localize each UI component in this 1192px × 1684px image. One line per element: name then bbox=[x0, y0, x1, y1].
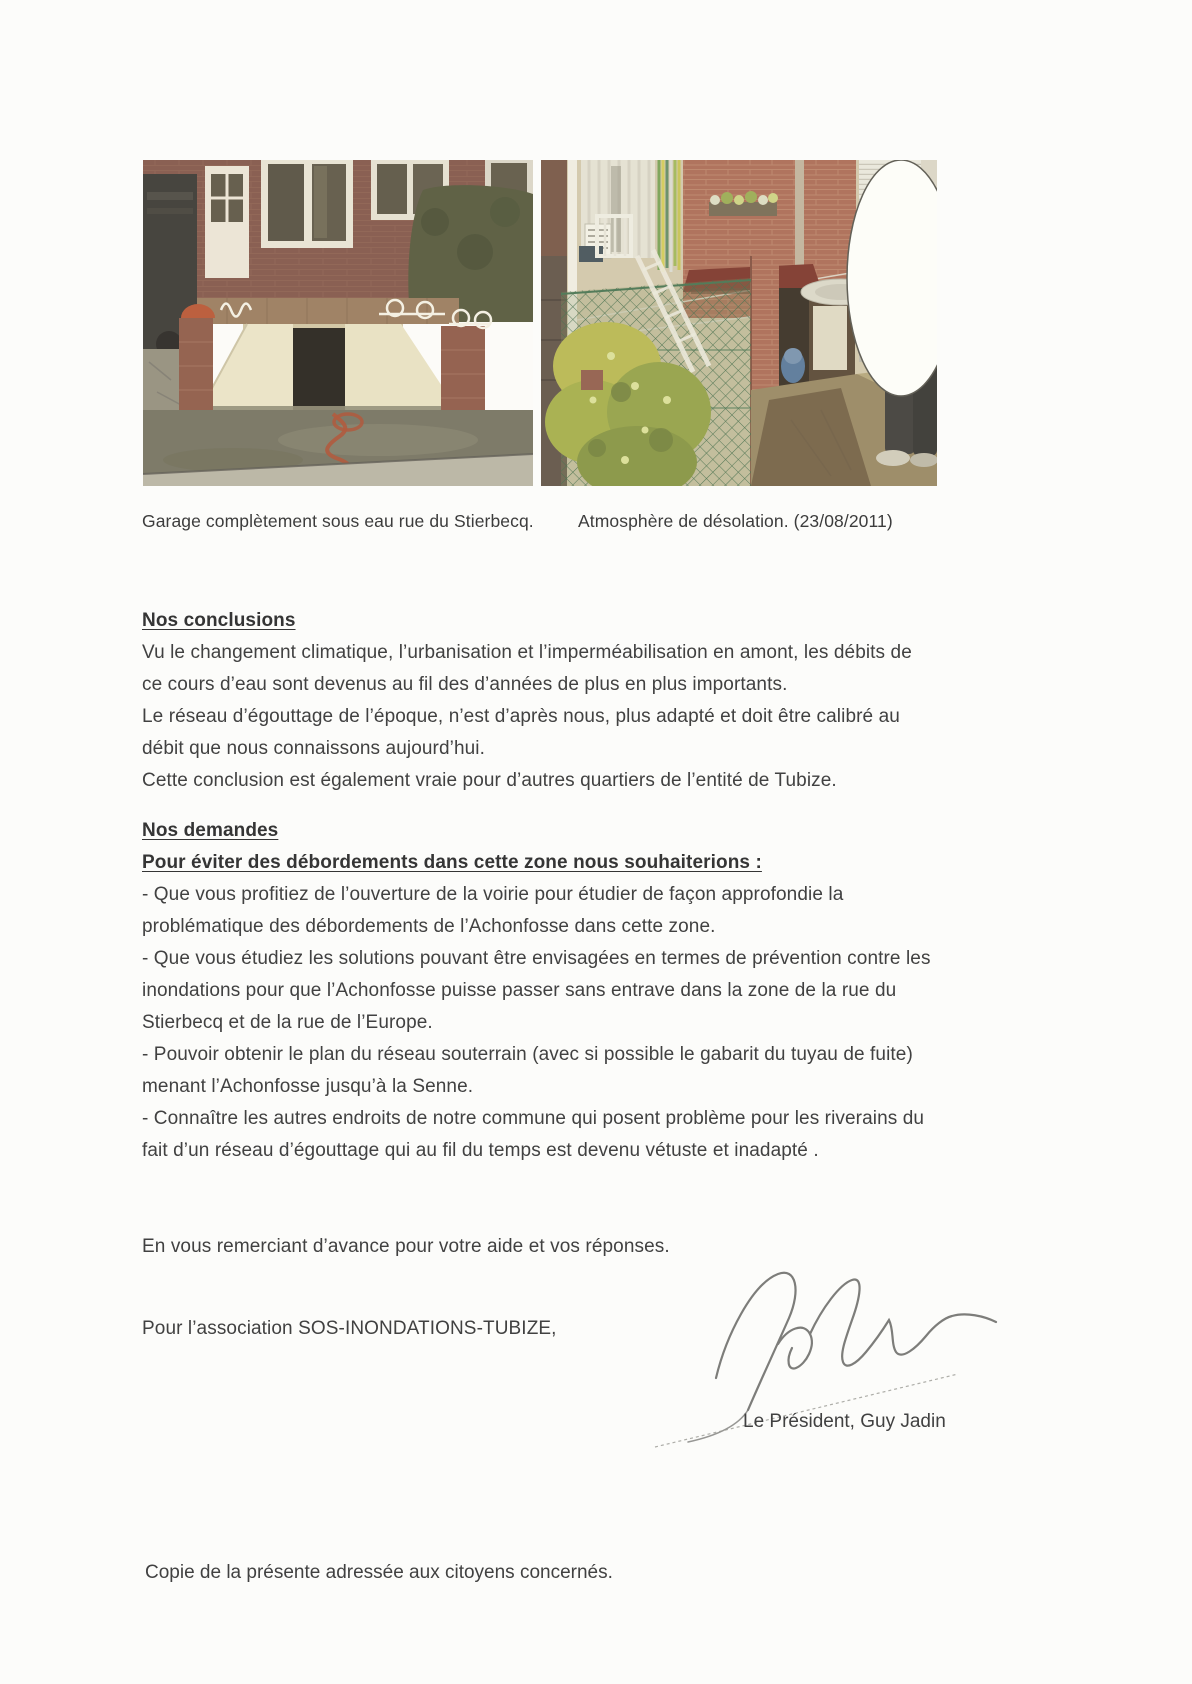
conclusions-line: ce cours d’eau sont devenus au fil des d’années de plus en plus importants. bbox=[142, 674, 788, 695]
demandes-line: - Que vous étudiez les solutions pouvant être envisagées en termes de prévention contre les bbox=[142, 948, 931, 969]
conclusions-line: Le réseau d’égouttage de l’époque, n’est d’après nous, plus adapté et doit être calibré au bbox=[142, 706, 900, 727]
conclusions-line: Vu le changement climatique, l’urbanisation et l’imperméabilisation en amont, les débits de bbox=[142, 642, 912, 663]
photo-caption-left: Garage complètement sous eau rue du Stierbecq. bbox=[142, 511, 534, 531]
desolation-illustration bbox=[541, 160, 937, 486]
copy-note: Copie de la présente adressée aux citoyens concernés. bbox=[145, 1562, 613, 1583]
demandes-line: menant l’Achonfosse jusqu’à la Senne. bbox=[142, 1076, 474, 1097]
demandes-line: inondations pour que l’Achonfosse puisse passer sans entrave dans la zone de la rue du bbox=[142, 980, 897, 1001]
conclusions-heading: Nos conclusions bbox=[142, 610, 296, 631]
demandes-line: Stierbecq et de la rue de l’Europe. bbox=[142, 1012, 433, 1033]
demandes-line: fait d’un réseau d’égouttage qui au fil du temps est devenu vétuste et inadapté . bbox=[142, 1140, 819, 1161]
demandes-line: - Connaître les autres endroits de notre commune qui posent problème pour les riverains du bbox=[142, 1108, 925, 1129]
flood-garage-photo bbox=[143, 160, 533, 486]
conclusions-line: débit que nous connaissons aujourd’hui. bbox=[142, 738, 485, 759]
flood-garage-illustration bbox=[143, 160, 533, 486]
demandes-line: - Que vous profitiez de l’ouverture de la voirie pour étudier de façon approfondie la bbox=[142, 884, 844, 905]
demandes-subheading: Pour éviter des débordements dans cette zone nous souhaiterions : bbox=[142, 852, 762, 873]
desolation-photo bbox=[541, 160, 937, 486]
demandes-line: - Pouvoir obtenir le plan du réseau souterrain (avec si possible le gabarit du tuyau de fuite) bbox=[142, 1044, 913, 1065]
thanks-line: En vous remerciant d’avance pour votre aide et vos réponses. bbox=[142, 1236, 670, 1257]
photo-caption-right: Atmosphère de désolation. (23/08/2011) bbox=[578, 511, 893, 531]
association-line: Pour l’association SOS-INONDATIONS-TUBIZE, bbox=[142, 1318, 557, 1339]
conclusions-line: Cette conclusion est également vraie pour d’autres quartiers de l’entité de Tubize. bbox=[142, 770, 837, 791]
signer-name: Le Président, Guy Jadin bbox=[743, 1411, 946, 1432]
demandes-line: problématique des débordements de l’Achonfosse dans cette zone. bbox=[142, 916, 716, 937]
demandes-heading: Nos demandes bbox=[142, 820, 279, 841]
letter-body bbox=[142, 605, 958, 1345]
